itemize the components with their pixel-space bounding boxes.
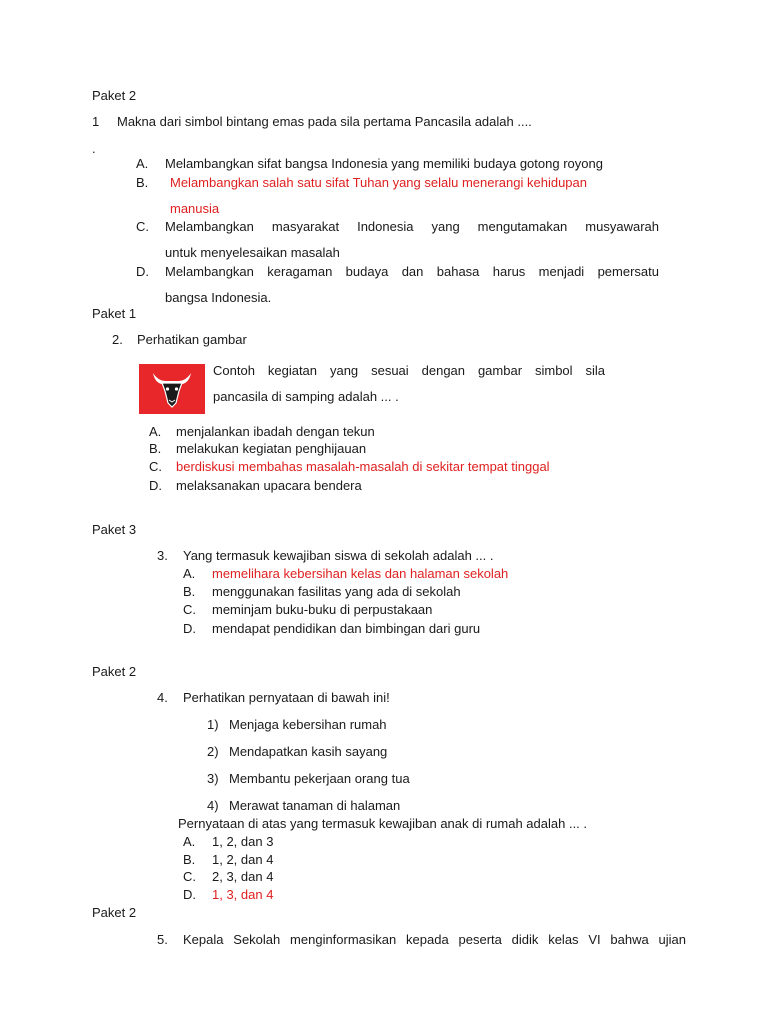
statement-text: Menjaga kebersihan rumah bbox=[229, 717, 387, 732]
option-text: meminjam buku-buku di perpustakaan bbox=[212, 602, 433, 617]
option-text-answer: berdiskusi membahas masalah-masalah di sekitar tempat tinggal bbox=[176, 459, 550, 474]
statement-number: 3) bbox=[207, 771, 219, 786]
option-letter: C. bbox=[183, 869, 196, 884]
option-letter: C. bbox=[183, 602, 196, 617]
question-number: 3. bbox=[157, 548, 168, 563]
statement-text: Merawat tanaman di halaman bbox=[229, 798, 401, 813]
question-number: 1 bbox=[92, 114, 100, 129]
option-text: mendapat pendidikan dan bimbingan dari guru bbox=[212, 621, 481, 636]
question-number: 2. bbox=[112, 332, 123, 347]
image-caption: pancasila di samping adalah ... . bbox=[213, 389, 399, 404]
option-letter: A. bbox=[183, 834, 196, 849]
option-text: menggunakan fasilitas yang ada di sekolah bbox=[212, 584, 461, 599]
paket-label: Paket 2 bbox=[92, 905, 137, 920]
option-text: melaksanakan upacara bendera bbox=[176, 478, 362, 493]
option-text-answer: Melambangkan salah satu sifat Tuhan yang selalu menerangi kehidupan bbox=[170, 175, 587, 190]
banteng-head-icon bbox=[149, 369, 195, 409]
option-text: untuk menyelesaikan masalah bbox=[165, 245, 340, 260]
option-text: melakukan kegiatan penghijauan bbox=[176, 441, 367, 456]
option-text-answer: manusia bbox=[170, 201, 220, 216]
option-letter: A. bbox=[136, 156, 149, 171]
option-text: 1, 2, dan 3 bbox=[212, 834, 274, 849]
question-text: Yang termasuk kewajiban siswa di sekolah adalah ... . bbox=[183, 548, 494, 563]
question-text: Makna dari simbol bintang emas pada sila pertama Pancasila adalah .... bbox=[117, 114, 532, 129]
option-letter: A. bbox=[183, 566, 196, 581]
option-text: Melambangkan sifat bangsa Indonesia yang memiliki budaya gotong royong bbox=[165, 156, 603, 171]
sila-image bbox=[139, 364, 205, 414]
paket-label: Paket 3 bbox=[92, 522, 137, 537]
option-letter: C. bbox=[149, 459, 162, 474]
option-text: 2, 3, dan 4 bbox=[212, 869, 274, 884]
statement-text: Membantu pekerjaan orang tua bbox=[229, 771, 410, 786]
option-letter: C. bbox=[136, 219, 149, 234]
option-text: menjalankan ibadah dengan tekun bbox=[176, 424, 375, 439]
option-text: bangsa Indonesia. bbox=[165, 290, 272, 305]
option-letter: B. bbox=[183, 584, 196, 599]
option-text: Melambangkan keragaman budaya dan bahasa harus menjadi pemersatu bbox=[165, 264, 659, 279]
question-prompt: Pernyataan di atas yang termasuk kewajiban anak di rumah adalah ... . bbox=[178, 816, 588, 831]
statement-number: 4) bbox=[207, 798, 219, 813]
image-caption: Contoh kegiatan yang sesuai dengan gambar simbol sila bbox=[213, 363, 605, 378]
option-letter: D. bbox=[136, 264, 149, 279]
option-letter: D. bbox=[183, 887, 196, 902]
option-letter: D. bbox=[183, 621, 196, 636]
question-number: 5. bbox=[157, 932, 168, 947]
stray-dot: . bbox=[92, 141, 96, 156]
question-text: Perhatikan gambar bbox=[137, 332, 247, 347]
option-text: 1, 2, dan 4 bbox=[212, 852, 274, 867]
option-letter: B. bbox=[136, 175, 149, 190]
option-letter: D. bbox=[149, 478, 162, 493]
option-text: Melambangkan masyarakat Indonesia yang mengutamakan musyawarah bbox=[165, 219, 659, 234]
option-letter: A. bbox=[149, 424, 162, 439]
question-text: Perhatikan pernyataan di bawah ini! bbox=[183, 690, 390, 705]
question-number: 4. bbox=[157, 690, 168, 705]
option-text-answer: memelihara kebersihan kelas dan halaman sekolah bbox=[212, 566, 509, 581]
option-letter: B. bbox=[183, 852, 196, 867]
paket-label: Paket 2 bbox=[92, 88, 137, 103]
paket-label: Paket 1 bbox=[92, 306, 137, 321]
option-text-answer: 1, 3, dan 4 bbox=[212, 887, 274, 902]
statement-text: Mendapatkan kasih sayang bbox=[229, 744, 388, 759]
question-text: Kepala Sekolah menginformasikan kepada peserta didik kelas VI bahwa ujian bbox=[183, 932, 686, 947]
statement-number: 1) bbox=[207, 717, 219, 732]
option-letter: B. bbox=[149, 441, 162, 456]
paket-label: Paket 2 bbox=[92, 664, 137, 679]
statement-number: 2) bbox=[207, 744, 219, 759]
